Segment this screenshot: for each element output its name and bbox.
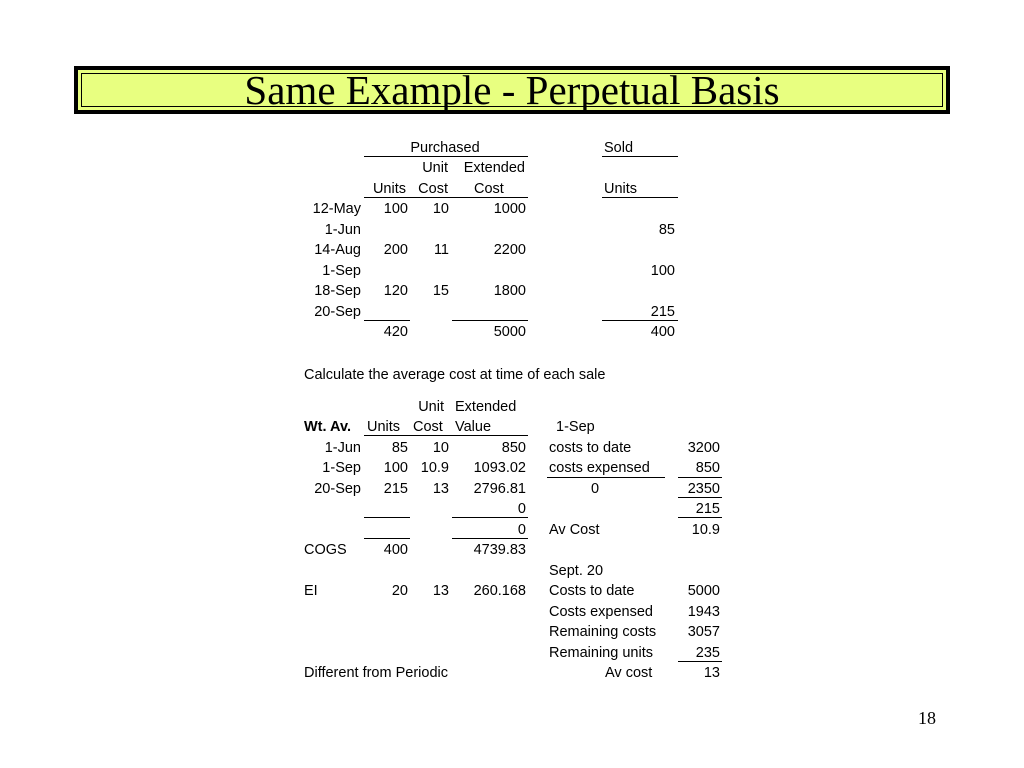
total-extended: 5000 [493, 324, 526, 340]
instruction-text: Calculate the average cost at time of each sale [304, 367, 606, 383]
calc-value: 2350 [687, 481, 720, 497]
calc-label: costs to date [549, 440, 632, 456]
purchased-underline [364, 156, 528, 157]
ei-label: EI [304, 583, 318, 599]
page-number: 18 [918, 708, 936, 728]
row-date: 18-Sep [314, 283, 361, 299]
avg-cost-header: Cost [413, 419, 443, 435]
row-cost: 15 [432, 283, 449, 299]
calc2-label: Costs expensed [549, 604, 653, 620]
row-sold: 100 [650, 263, 675, 279]
avg-row-value: 0 [517, 501, 526, 517]
footer-note: Different from Periodic [304, 665, 448, 681]
extended-label: Extended [463, 160, 525, 176]
avg-row-value: 0 [517, 522, 526, 538]
sep1-header: 1-Sep [556, 419, 595, 435]
calc-value-underline-3 [678, 517, 722, 518]
ei-value: 260.168 [473, 583, 526, 599]
calc-label: Av Cost [549, 522, 600, 538]
extended-total-line [452, 320, 528, 321]
calc2-value: 235 [695, 645, 720, 661]
avg-row-cost: 13 [432, 481, 449, 497]
row-cost: 11 [433, 242, 449, 258]
avg-row-label: 20-Sep [314, 481, 361, 497]
calc2-value: 3057 [687, 624, 720, 640]
calc-value: 850 [695, 460, 720, 476]
ei-cost: 13 [432, 583, 449, 599]
calc-underline [547, 477, 665, 478]
row-sold: 85 [658, 222, 675, 238]
row-cost: 10 [432, 201, 449, 217]
avg-units-total-line-2 [364, 538, 410, 539]
row-date: 1-Sep [322, 263, 361, 279]
calc2-value-underline [678, 661, 722, 662]
calc2-label: Av cost [605, 665, 653, 681]
slide-title: Same Example - Perpetual Basis [244, 67, 780, 113]
avg-row-units: 100 [383, 460, 408, 476]
calc2-value: 5000 [687, 583, 720, 599]
row-sold: 215 [650, 304, 675, 320]
avg-row-units: 85 [391, 440, 408, 456]
cost-header: Cost [418, 181, 448, 197]
unit-label: Unit [422, 160, 448, 176]
avg-row-value: 1093.02 [473, 460, 526, 476]
sold-header-underline [602, 197, 678, 198]
cogs-label: COGS [304, 542, 347, 558]
avg-row-value: 2796.81 [473, 481, 526, 497]
sold-units-header: Units [604, 181, 638, 197]
row-units: 100 [383, 201, 408, 217]
avg-units-header: Units [367, 419, 401, 435]
calc-value: 3200 [687, 440, 720, 456]
cogs-units: 400 [383, 542, 408, 558]
avg-unit-label: Unit [418, 399, 444, 415]
ext-cost-header: Cost [474, 181, 504, 197]
avg-row-label: 1-Jun [324, 440, 361, 456]
calc-label: 0 [591, 481, 600, 497]
row-units: 200 [383, 242, 408, 258]
avg-row-label: 1-Sep [322, 460, 361, 476]
header-underline [364, 197, 528, 198]
calc2-value: 13 [703, 665, 720, 681]
calc2-label: Remaining units [549, 645, 653, 661]
total-sold: 400 [650, 324, 675, 340]
avg-row-cost: 10 [432, 440, 449, 456]
row-date: 1-Jun [324, 222, 361, 238]
wt-av-label: Wt. Av. [304, 419, 351, 435]
row-date: 20-Sep [314, 304, 361, 320]
cogs-value: 4739.83 [473, 542, 526, 558]
calc-value-underline-2 [678, 497, 722, 498]
calc2-label: Costs to date [549, 583, 635, 599]
ei-units: 20 [391, 583, 408, 599]
calc2-label: Remaining costs [549, 624, 657, 640]
units-header: Units [372, 181, 406, 197]
purchased-header: Purchased [410, 140, 480, 156]
row-date: 12-May [312, 201, 361, 217]
sold-underline [602, 156, 678, 157]
avg-units-total-line [364, 517, 410, 518]
sold-header: Sold [604, 140, 634, 156]
avg-row-cost: 10.9 [420, 460, 449, 476]
avg-value-total-line-2 [452, 538, 528, 539]
avg-value-total-line [452, 517, 528, 518]
calc-value: 10.9 [691, 522, 720, 538]
row-date: 14-Aug [314, 242, 361, 258]
sept20-header: Sept. 20 [549, 563, 604, 579]
row-extended: 1800 [493, 283, 526, 299]
calc-value-underline [678, 477, 722, 478]
avg-header-underline [364, 435, 528, 436]
total-units: 420 [383, 324, 408, 340]
calc2-value: 1943 [687, 604, 720, 620]
sold-total-line [602, 320, 678, 321]
calc-label: costs expensed [549, 460, 650, 476]
units-total-line [364, 320, 410, 321]
avg-row-units: 215 [383, 481, 408, 497]
avg-row-value: 850 [501, 440, 526, 456]
row-extended: 1000 [493, 201, 526, 217]
avg-value-header: Value [455, 419, 492, 435]
row-units: 120 [383, 283, 408, 299]
row-extended: 2200 [493, 242, 526, 258]
calc-value: 215 [695, 501, 720, 517]
avg-extended-label: Extended [455, 399, 517, 415]
